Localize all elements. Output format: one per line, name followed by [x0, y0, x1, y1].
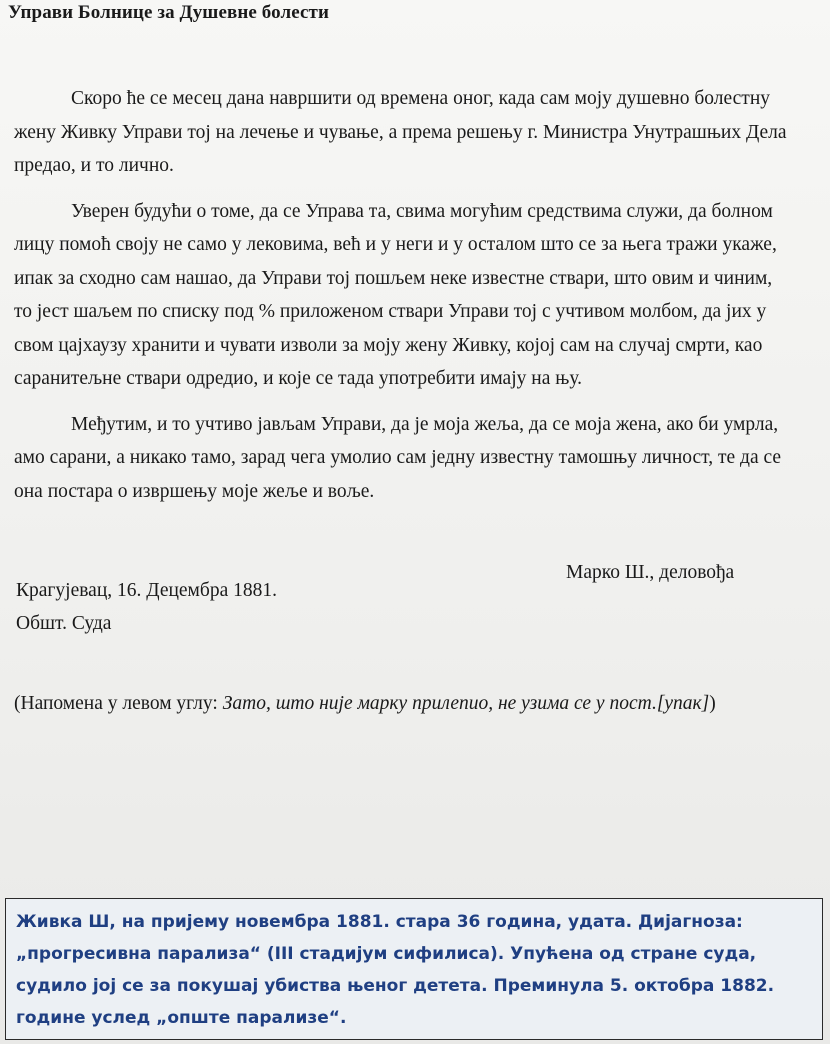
place-date: Крагујевац, 16. Децембра 1881. — [16, 580, 277, 601]
office-name: Обшт. Суда — [16, 613, 112, 634]
paragraph-3: Међутим, и то учтиво јављам Управи, да је моја жеља, да се моја жена, ако би умрла, амо сарани, а никако тамо, зарад чега умолио сам једну известну тамошњу личност, те да се она постара о извршењу моје жеље и воље. — [14, 413, 782, 502]
place-block — [16, 574, 277, 640]
letter-heading: Управи Болнице за Душевне болести — [8, 2, 330, 23]
caption-line: Живка Ш, на пријему новембра 1881. стара 36 година, удата. Дијагноза: — [16, 912, 743, 932]
caption-box — [5, 898, 823, 1040]
letter-body — [14, 82, 794, 520]
note-suffix: ) — [709, 693, 716, 714]
paragraph-2: Уверен будући о томе, да се Управа та, свима могућим средствима служи, да болном лицу помоћ своју не само у лековима, већ и у неги и у осталом што се за њега тражи укаже, ипак за сходно сам нашао, да Управи тој пошљем неке известне ствари, што овим и чиним, то јест шаљем по списку под % приложеном ствари Управи тој с учтивом молбом, да јих у свом цајхаузу хранити и чувати изволи за моју жену Живку, којој сам на случај смрти, као саранитељне ствари одредио, и које се тада употребити имају на њу. — [14, 200, 777, 389]
margin-note — [14, 686, 754, 722]
note-prefix: (Напомена у левом углу: — [14, 693, 223, 714]
signature: Марко Ш., деловођа — [566, 562, 735, 583]
note-italic: Зато, што није марку прилепио, не узима се у пост.[упак] — [222, 693, 710, 714]
caption-line: судило јој се за покушај убиства њеног детета. Преминула 5. октобра 1882. — [16, 976, 775, 996]
caption-line: године услед „опште парализе“. — [16, 1008, 347, 1028]
caption-line: „прогресивна парализа“ (III стадијум сифилиса). Упућена од стране суда, — [16, 944, 757, 964]
paragraph-1: Скоро ће се месец дана навршити од времена оног, када сам моју душевно болестну жену Живку Управи тој на лечење и чување, а према решењу г. Министра Унутрашњих Дела предао, и то лично. — [14, 88, 787, 176]
